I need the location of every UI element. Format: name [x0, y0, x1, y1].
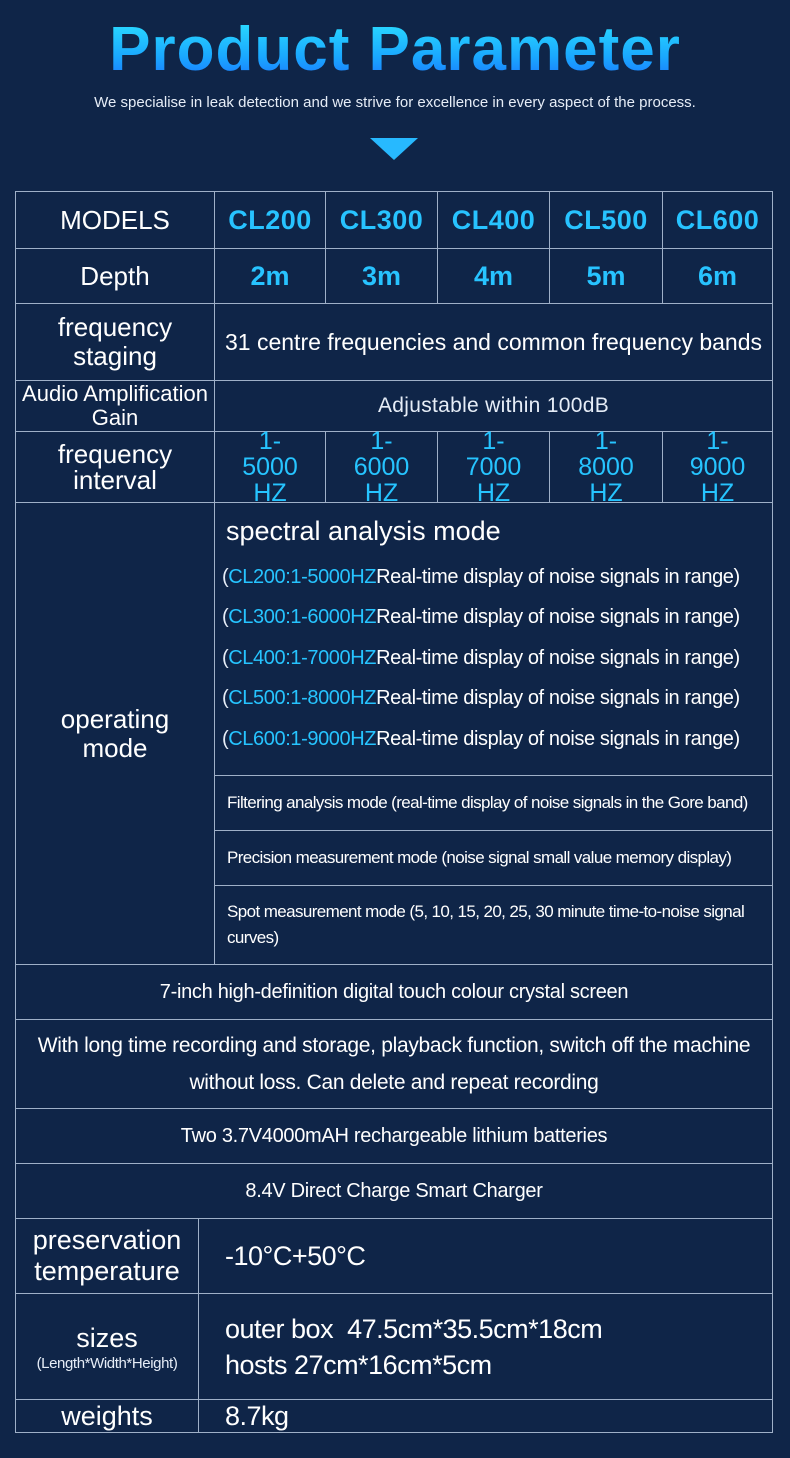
weights-value: 8.7kg: [198, 1399, 773, 1433]
sizes-label: sizes: [76, 1323, 138, 1353]
spectral-line: (CL200:1-5000HZReal-time display of noise signals in range): [222, 566, 740, 588]
models-label: MODELS: [15, 191, 215, 249]
depth-cl600: 6m: [662, 248, 773, 304]
freq-staging-value: 31 centre frequencies and common frequency bands: [214, 303, 773, 381]
page-subtitle: We specialise in leak detection and we strive for excellence in every aspect of the process.: [94, 94, 696, 111]
operating-mode-label: operating mode: [15, 502, 215, 965]
depth-cl200: 2m: [214, 248, 326, 304]
freq-interval-cl400: 1-7000 HZ: [437, 431, 550, 503]
filtering-mode: Filtering analysis mode (real-time display of noise signals in the Gore band): [214, 775, 773, 831]
depth-label: Depth: [15, 248, 215, 304]
spectral-line: (CL300:1-6000HZReal-time display of noise signals in range): [222, 606, 740, 628]
depth-cl500: 5m: [549, 248, 663, 304]
depth-cl400: 4m: [437, 248, 550, 304]
audio-gain-label: Audio Amplification Gain: [15, 380, 215, 432]
sizes-outer: outer box 47.5cm*35.5cm*18cm: [225, 1313, 603, 1344]
battery-spec: Two 3.7V4000mAH rechargeable lithium batteries: [15, 1108, 773, 1164]
spectral-line: (CL600:1-9000HZReal-time display of noise signals in range): [222, 728, 740, 750]
model-cl300: CL300: [325, 191, 438, 249]
depth-cl300: 3m: [325, 248, 438, 304]
page-title: Product Parameter: [0, 14, 790, 85]
sizes-label-cell: [15, 1293, 199, 1400]
freq-interval-cl600: 1-9000 HZ: [662, 431, 773, 503]
spectral-line: (CL400:1-7000HZReal-time display of noise signals in range): [222, 647, 740, 669]
freq-interval-cl500: 1-8000 HZ: [549, 431, 663, 503]
model-cl400: CL400: [437, 191, 550, 249]
model-cl600: CL600: [662, 191, 773, 249]
spectral-line: (CL500:1-8000HZReal-time display of noise signals in range): [222, 687, 740, 709]
spectral-mode-title: spectral analysis mode: [226, 516, 501, 546]
model-cl200: CL200: [214, 191, 326, 249]
screen-spec: 7-inch high-definition digital touch colour crystal screen: [15, 964, 773, 1020]
chevron-down-icon: [370, 138, 418, 160]
freq-interval-cl300: 1-6000 HZ: [325, 431, 438, 503]
weights-label: weights: [15, 1399, 199, 1433]
audio-gain-value: Adjustable within 100dB: [214, 380, 773, 432]
sizes-host: hosts 27cm*16cm*5cm: [225, 1349, 492, 1380]
preservation-label: preservation temperature: [15, 1218, 199, 1294]
freq-staging-label: frequency staging: [15, 303, 215, 381]
freq-interval-cl200: 1-5000 HZ: [214, 431, 326, 503]
precision-mode: Precision measurement mode (noise signal small value memory display): [214, 830, 773, 886]
sizes-sublabel: (Length*Width*Height): [36, 1355, 178, 1372]
model-cl500: CL500: [549, 191, 663, 249]
sizes-value-cell: [198, 1293, 773, 1400]
charger-spec: 8.4V Direct Charge Smart Charger: [15, 1163, 773, 1219]
recording-spec: With long time recording and storage, playback function, switch off the machine without loss. Can delete and repeat recording: [15, 1019, 773, 1109]
preservation-value: -10°C+50°C: [198, 1218, 773, 1294]
freq-interval-label: frequency interval: [15, 431, 215, 503]
spot-mode: Spot measurement mode (5, 10, 15, 20, 25, 30 minute time-to-noise signal curves): [214, 885, 773, 965]
